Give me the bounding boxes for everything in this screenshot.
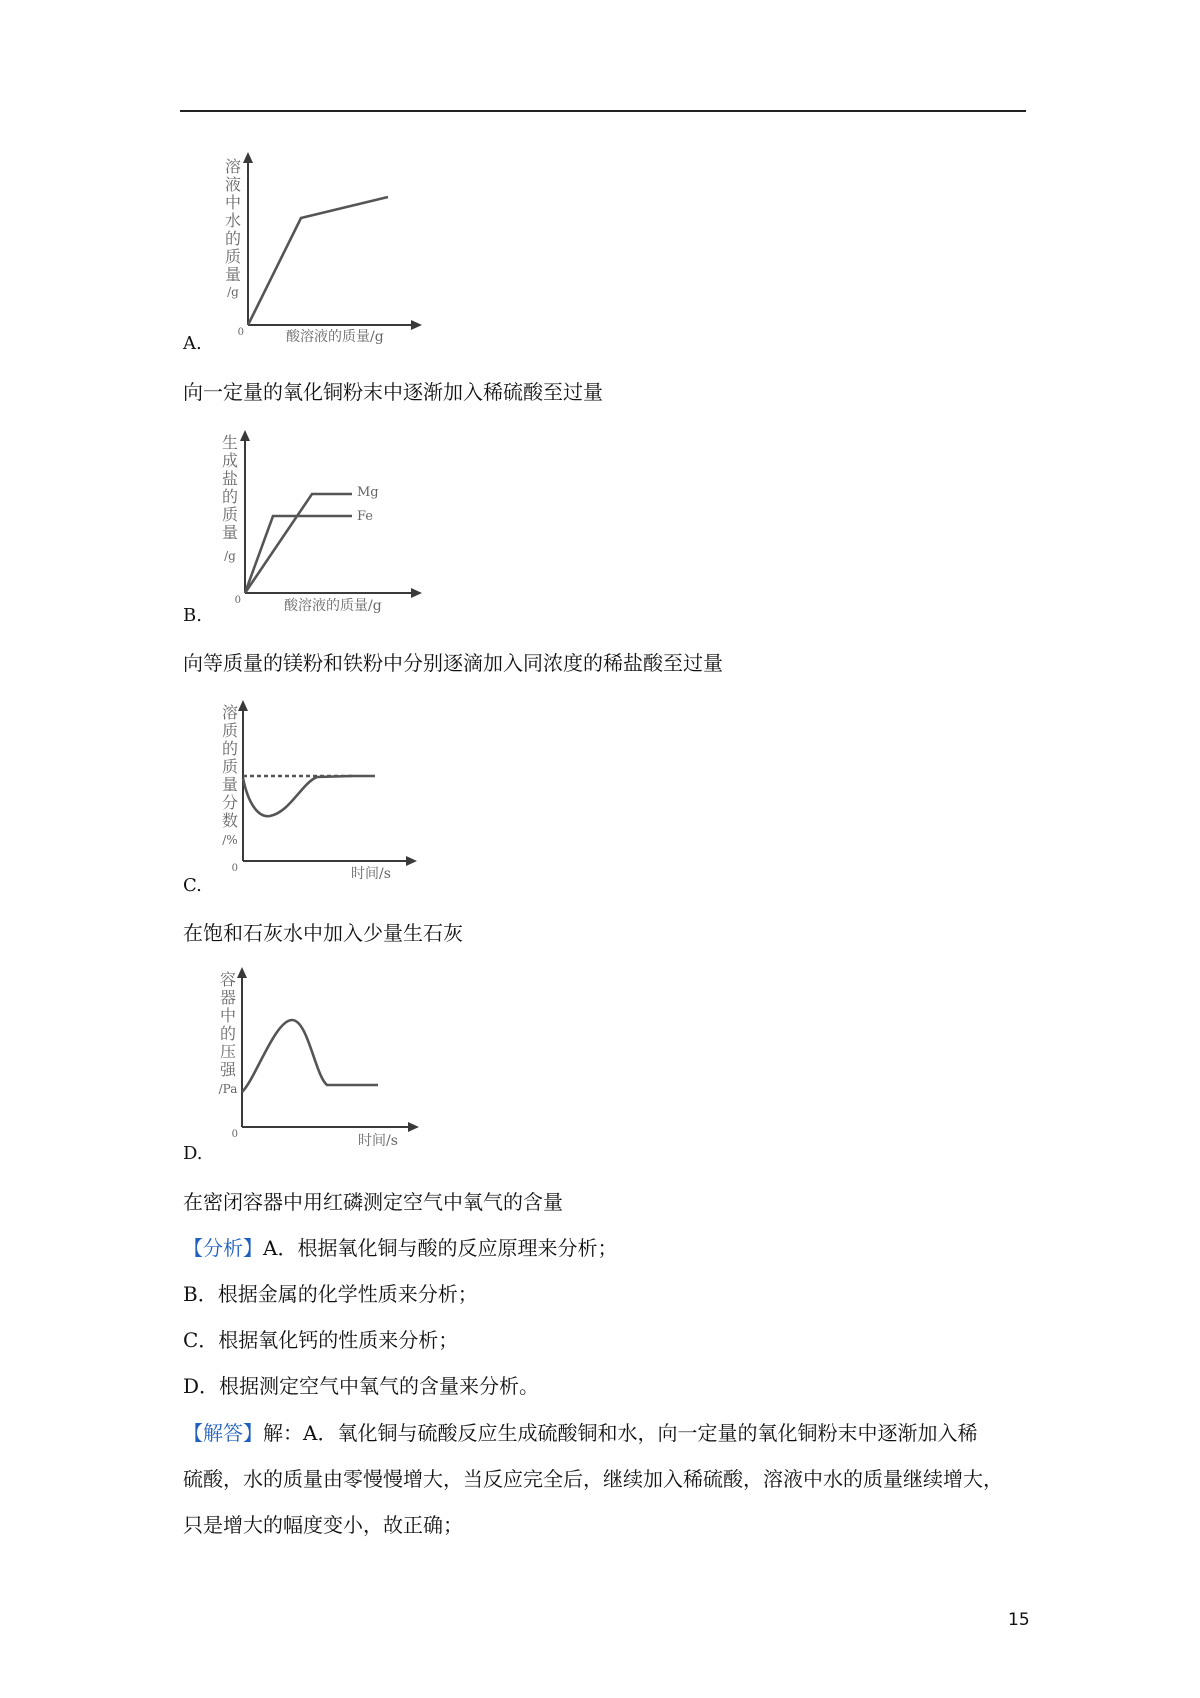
answer-text: 解：A．氧化铜与硫酸反应生成硫酸铜和水，向一定量的氧化铜粉末中逐渐加入稀 — [263, 1421, 978, 1445]
header-rule — [180, 110, 1026, 112]
chart-a-y-arrow — [243, 152, 253, 163]
chart-b-x-arrow — [411, 588, 422, 598]
option-a-caption: 向一定量的氧化铜粉末中逐渐加入稀硫酸至过量 — [183, 380, 603, 404]
chart-c-curve — [243, 776, 375, 816]
page-number: 15 — [1008, 1610, 1030, 1630]
chart-b-curve-fe — [245, 516, 352, 593]
chart-d-ylabel-char: 强 — [219, 1060, 237, 1079]
chart-d-ylabel — [219, 970, 238, 1096]
chart-b-y-arrow — [240, 430, 250, 441]
chart-c-ylabel — [222, 703, 238, 847]
chart-b-ylabel-char: 成 — [221, 451, 239, 470]
chart-a-ylabel-char: 中 — [224, 193, 242, 212]
chart-c — [200, 698, 440, 888]
analysis-line-2: B．根据金属的化学性质来分析； — [183, 1282, 478, 1306]
chart-c-ylabel-char: 量 — [221, 775, 239, 794]
chart-c-x-arrow — [406, 856, 417, 866]
chart-a-ylabel — [225, 157, 241, 299]
answer-tag: 【解答】 — [183, 1421, 263, 1445]
option-c-caption: 在饱和石灰水中加入少量生石灰 — [183, 921, 463, 945]
chart-b-xlabel: 酸溶液的质量/g — [284, 598, 382, 614]
analysis-line-1 — [183, 1234, 617, 1262]
chart-a-x-arrow — [411, 320, 422, 330]
chart-c-ylabel-char: 的 — [221, 739, 239, 758]
option-a-letter: A. — [183, 333, 202, 354]
chart-b — [200, 428, 440, 618]
chart-b-ylabel-char: 盐 — [221, 469, 239, 488]
chart-b-ylabel-char: 的 — [221, 487, 239, 506]
option-d-caption: 在密闭容器中用红磷测定空气中氧气的含量 — [183, 1190, 563, 1214]
chart-d — [200, 965, 440, 1155]
chart-c-ylabel-char: 质 — [221, 757, 239, 776]
chart-b-ylabel-char: 量 — [221, 523, 239, 542]
chart-a-ylabel-char: 液 — [224, 175, 242, 194]
chart-d-xlabel: 时间/s — [358, 1133, 398, 1149]
chart-d-x-arrow — [408, 1122, 419, 1132]
analysis-line-3: C．根据氧化钙的性质来分析； — [183, 1328, 459, 1352]
chart-b-curve-mg — [245, 494, 352, 593]
chart-a-curve — [248, 197, 388, 325]
chart-a-ylabel-char: 的 — [224, 229, 242, 248]
option-b-caption: 向等质量的镁粉和铁粉中分别逐滴加入同浓度的稀盐酸至过量 — [183, 651, 723, 675]
chart-c-ylabel-char: 分 — [221, 793, 239, 812]
option-c-letter: C. — [183, 875, 202, 896]
chart-d-ylabel-char: 器 — [219, 988, 237, 1007]
chart-a-ylabel-char: 溶 — [224, 157, 242, 176]
chart-c-ylabel-char: 质 — [221, 721, 239, 740]
chart-d-ylabel-char: 的 — [219, 1024, 237, 1043]
chart-c-y-arrow — [238, 700, 248, 711]
chart-a-ylabel-char: 质 — [224, 247, 242, 266]
chart-a-ylabel-char: /g — [227, 285, 239, 299]
chart-b-ylabel-char: 质 — [221, 505, 239, 524]
analysis-tag: 【分析】 — [183, 1236, 263, 1260]
chart-a-ylabel-char: 水 — [224, 211, 242, 230]
chart-b-ylabel-char: /g — [224, 549, 236, 563]
chart-a-origin: 0 — [237, 327, 244, 338]
answer-line-2: 硫酸，水的质量由零慢慢增大，当反应完全后，继续加入稀硫酸，溶液中水的质量继续增大， — [183, 1467, 1003, 1491]
chart-d-ylabel-char: 容 — [219, 970, 237, 989]
analysis-line-4: D．根据测定空气中氧气的含量来分析。 — [183, 1374, 540, 1398]
chart-b-origin: 0 — [234, 595, 241, 606]
chart-b-ylabel-char: 生 — [221, 433, 239, 452]
chart-d-origin: 0 — [231, 1129, 238, 1140]
chart-d-curve — [242, 1020, 378, 1092]
chart-d-ylabel-char: 压 — [219, 1042, 237, 1061]
chart-b-series-fe: Fe — [357, 509, 374, 524]
chart-d-ylabel-char: /Pa — [218, 1082, 238, 1096]
chart-d-y-arrow — [237, 967, 247, 978]
chart-b-ylabel — [222, 433, 238, 563]
chart-c-xlabel: 时间/s — [351, 866, 391, 882]
chart-c-ylabel-char: 溶 — [221, 703, 239, 722]
chart-c-origin: 0 — [231, 863, 238, 874]
option-b-letter: B. — [183, 605, 202, 626]
analysis-text: A．根据氧化铜与酸的反应原理来分析； — [263, 1236, 618, 1260]
chart-a — [200, 150, 440, 350]
chart-a-ylabel-char: 量 — [224, 265, 242, 284]
chart-b-series-mg: Mg — [357, 485, 379, 500]
chart-d-ylabel-char: 中 — [219, 1006, 237, 1025]
chart-a-xlabel: 酸溶液的质量/g — [286, 329, 384, 345]
answer-line-1 — [183, 1419, 977, 1447]
chart-c-ylabel-char: /% — [222, 833, 238, 847]
answer-line-3: 只是增大的幅度变小，故正确； — [183, 1513, 463, 1537]
chart-c-ylabel-char: 数 — [221, 811, 239, 830]
option-d-letter: D. — [183, 1143, 203, 1164]
